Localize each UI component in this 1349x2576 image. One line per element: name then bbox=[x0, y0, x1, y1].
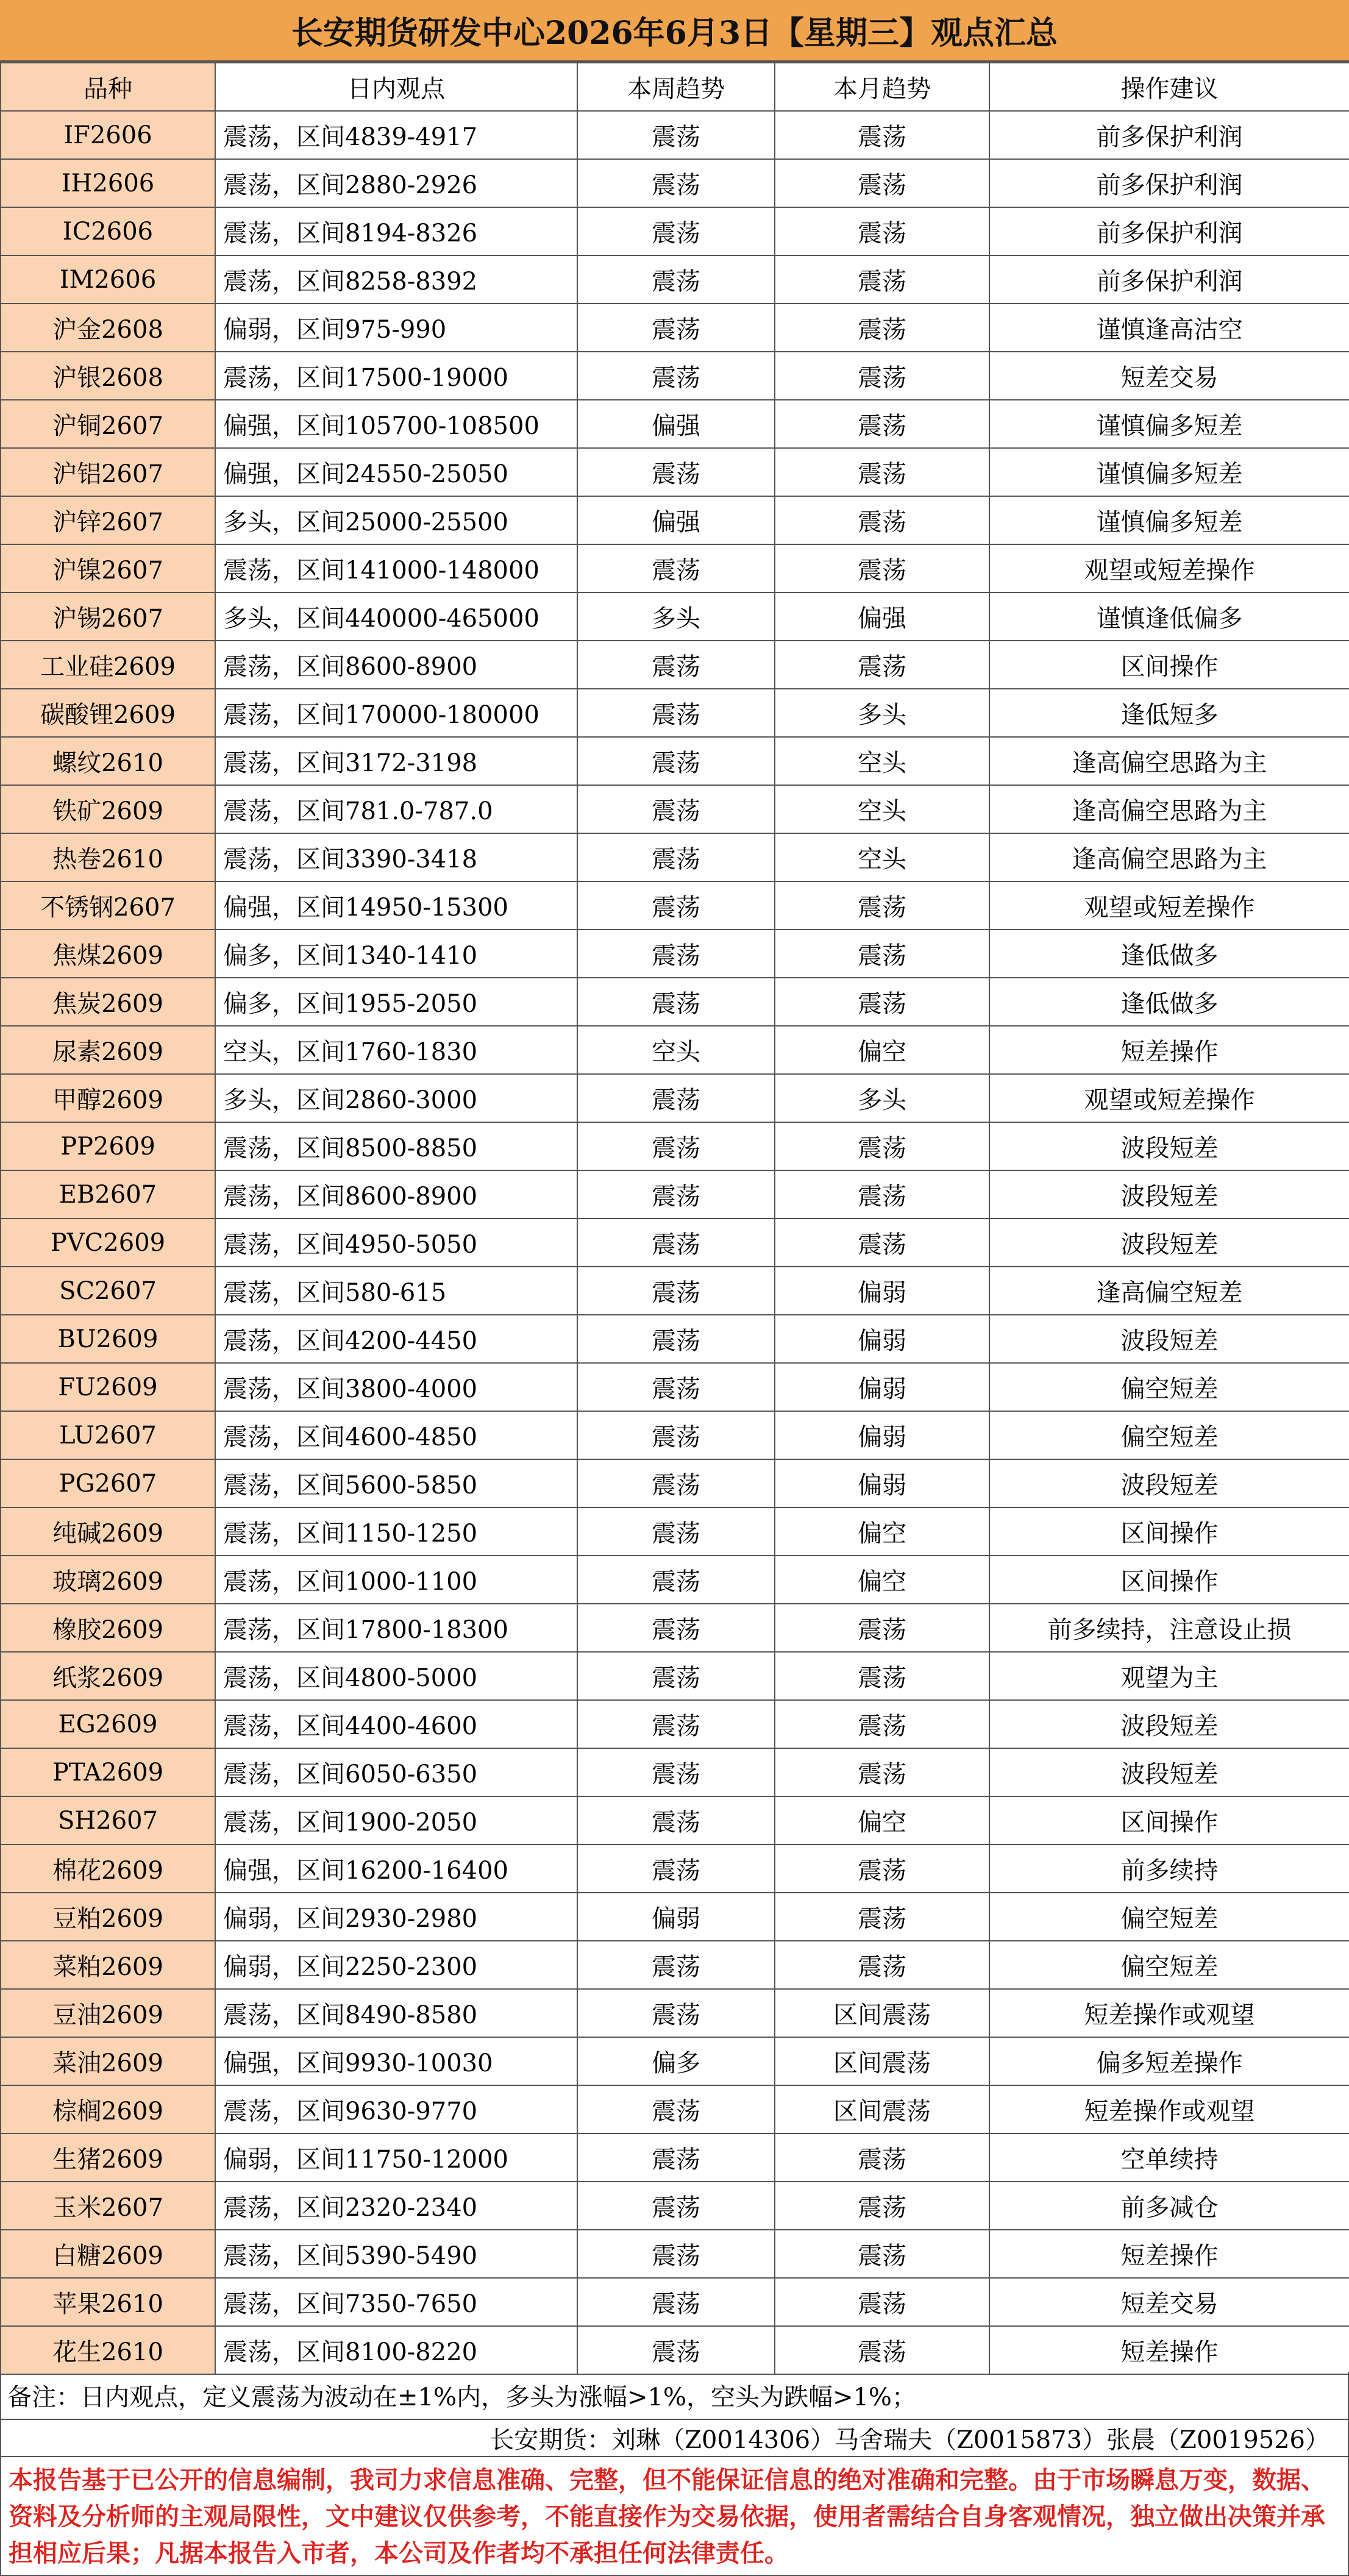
cell-weekly-trend: 多头 bbox=[577, 592, 775, 641]
cell-weekly-trend: 震荡 bbox=[577, 1556, 775, 1604]
table-row bbox=[1, 1507, 1349, 1556]
cell-monthly-trend: 震荡 bbox=[775, 1748, 989, 1796]
cell-weekly-trend: 震荡 bbox=[577, 2085, 775, 2133]
cell-monthly-trend: 区间震荡 bbox=[775, 2037, 989, 2085]
header-variety: 品种 bbox=[1, 63, 215, 111]
table-row bbox=[1, 930, 1349, 978]
cell-intraday-view: 震荡，区间4600-4850 bbox=[215, 1411, 577, 1459]
cell-operation-advice: 偏多短差操作 bbox=[989, 2037, 1349, 2085]
footnote: 备注：日内观点，定义震荡为波动在±1%内，多头为涨幅>1%，空头为跌幅>1%； bbox=[0, 2372, 1349, 2420]
table-row bbox=[1, 1556, 1349, 1604]
cell-monthly-trend: 空头 bbox=[775, 785, 989, 833]
cell-variety: IF2606 bbox=[1, 111, 215, 159]
cell-operation-advice: 短差交易 bbox=[989, 352, 1349, 400]
cell-variety: 苹果2610 bbox=[1, 2278, 215, 2326]
table-row bbox=[1, 2182, 1349, 2230]
cell-variety: 甲醇2609 bbox=[1, 1074, 215, 1122]
table-row bbox=[1, 592, 1349, 641]
table-row bbox=[1, 207, 1349, 255]
cell-variety: PTA2609 bbox=[1, 1748, 215, 1796]
cell-operation-advice: 观望或短差操作 bbox=[989, 1074, 1349, 1122]
cell-monthly-trend: 震荡 bbox=[775, 352, 989, 400]
cell-monthly-trend: 震荡 bbox=[775, 978, 989, 1026]
cell-weekly-trend: 震荡 bbox=[577, 1941, 775, 1989]
cell-monthly-trend: 偏强 bbox=[775, 592, 989, 641]
cell-monthly-trend: 多头 bbox=[775, 1074, 989, 1122]
cell-intraday-view: 震荡，区间8500-8850 bbox=[215, 1122, 577, 1170]
cell-monthly-trend: 震荡 bbox=[775, 1941, 989, 1989]
cell-variety: IM2606 bbox=[1, 255, 215, 304]
table-row bbox=[1, 2230, 1349, 2278]
cell-monthly-trend: 震荡 bbox=[775, 2133, 989, 2182]
cell-monthly-trend: 震荡 bbox=[775, 207, 989, 255]
table-row bbox=[1, 255, 1349, 304]
cell-intraday-view: 偏强，区间16200-16400 bbox=[215, 1845, 577, 1893]
cell-monthly-trend: 空头 bbox=[775, 737, 989, 785]
cell-intraday-view: 震荡，区间4800-5000 bbox=[215, 1652, 577, 1700]
cell-variety: 沪铝2607 bbox=[1, 448, 215, 496]
cell-weekly-trend: 震荡 bbox=[577, 1411, 775, 1459]
cell-intraday-view: 震荡，区间4400-4600 bbox=[215, 1700, 577, 1748]
cell-variety: SH2607 bbox=[1, 1796, 215, 1845]
cell-monthly-trend: 震荡 bbox=[775, 1845, 989, 1893]
cell-intraday-view: 震荡，区间2320-2340 bbox=[215, 2182, 577, 2230]
cell-weekly-trend: 震荡 bbox=[577, 1507, 775, 1556]
table-row bbox=[1, 1411, 1349, 1459]
cell-operation-advice: 谨慎偏多短差 bbox=[989, 400, 1349, 448]
table-row bbox=[1, 400, 1349, 448]
cell-variety: 铁矿2609 bbox=[1, 785, 215, 833]
cell-weekly-trend: 震荡 bbox=[577, 2278, 775, 2326]
cell-monthly-trend: 震荡 bbox=[775, 1219, 989, 1267]
cell-variety: 白糖2609 bbox=[1, 2230, 215, 2278]
cell-weekly-trend: 震荡 bbox=[577, 1267, 775, 1315]
cell-intraday-view: 震荡，区间170000-180000 bbox=[215, 689, 577, 737]
cell-monthly-trend: 震荡 bbox=[775, 111, 989, 159]
cell-monthly-trend: 震荡 bbox=[775, 400, 989, 448]
cell-variety: 不锈钢2607 bbox=[1, 881, 215, 930]
cell-intraday-view: 震荡，区间9630-9770 bbox=[215, 2085, 577, 2133]
cell-weekly-trend: 震荡 bbox=[577, 785, 775, 833]
table-row bbox=[1, 1893, 1349, 1941]
table-row bbox=[1, 1748, 1349, 1796]
views-table bbox=[0, 62, 1349, 2375]
cell-variety: 豆油2609 bbox=[1, 1989, 215, 2037]
cell-weekly-trend: 震荡 bbox=[577, 1796, 775, 1845]
cell-weekly-trend: 震荡 bbox=[577, 737, 775, 785]
cell-variety: 沪铜2607 bbox=[1, 400, 215, 448]
cell-monthly-trend: 多头 bbox=[775, 689, 989, 737]
cell-weekly-trend: 震荡 bbox=[577, 1652, 775, 1700]
cell-monthly-trend: 震荡 bbox=[775, 1604, 989, 1652]
table-row bbox=[1, 1989, 1349, 2037]
cell-monthly-trend: 区间震荡 bbox=[775, 2085, 989, 2133]
cell-weekly-trend: 震荡 bbox=[577, 207, 775, 255]
cell-monthly-trend: 震荡 bbox=[775, 1652, 989, 1700]
cell-variety: 花生2610 bbox=[1, 2326, 215, 2374]
cell-operation-advice: 波段短差 bbox=[989, 1700, 1349, 1748]
cell-weekly-trend: 震荡 bbox=[577, 2182, 775, 2230]
cell-weekly-trend: 震荡 bbox=[577, 1604, 775, 1652]
cell-intraday-view: 多头，区间440000-465000 bbox=[215, 592, 577, 641]
cell-operation-advice: 前多续持，注意设止损 bbox=[989, 1604, 1349, 1652]
cell-monthly-trend: 偏空 bbox=[775, 1796, 989, 1845]
header-operation-advice: 操作建议 bbox=[989, 63, 1349, 111]
cell-variety: 生猪2609 bbox=[1, 2133, 215, 2182]
table-row bbox=[1, 496, 1349, 544]
table-row bbox=[1, 1604, 1349, 1652]
cell-intraday-view: 震荡，区间5600-5850 bbox=[215, 1459, 577, 1507]
table-row bbox=[1, 304, 1349, 352]
cell-monthly-trend: 震荡 bbox=[775, 881, 989, 930]
cell-monthly-trend: 偏弱 bbox=[775, 1459, 989, 1507]
cell-variety: IH2606 bbox=[1, 159, 215, 207]
cell-operation-advice: 区间操作 bbox=[989, 1507, 1349, 1556]
cell-variety: 沪金2608 bbox=[1, 304, 215, 352]
cell-weekly-trend: 震荡 bbox=[577, 1170, 775, 1219]
cell-operation-advice: 短差操作或观望 bbox=[989, 2085, 1349, 2133]
header-intraday-view: 日内观点 bbox=[215, 63, 577, 111]
cell-variety: 尿素2609 bbox=[1, 1026, 215, 1074]
cell-operation-advice: 短差操作 bbox=[989, 1026, 1349, 1074]
cell-monthly-trend: 震荡 bbox=[775, 496, 989, 544]
cell-weekly-trend: 震荡 bbox=[577, 1074, 775, 1122]
table-row bbox=[1, 352, 1349, 400]
cell-intraday-view: 震荡，区间1000-1100 bbox=[215, 1556, 577, 1604]
cell-intraday-view: 偏弱，区间2930-2980 bbox=[215, 1893, 577, 1941]
cell-intraday-view: 偏强，区间105700-108500 bbox=[215, 400, 577, 448]
cell-monthly-trend: 震荡 bbox=[775, 544, 989, 592]
cell-operation-advice: 偏空短差 bbox=[989, 1411, 1349, 1459]
cell-variety: IC2606 bbox=[1, 207, 215, 255]
cell-operation-advice: 谨慎逢低偏多 bbox=[989, 592, 1349, 641]
table-row bbox=[1, 978, 1349, 1026]
cell-weekly-trend: 震荡 bbox=[577, 1122, 775, 1170]
cell-intraday-view: 震荡，区间8600-8900 bbox=[215, 641, 577, 689]
cell-operation-advice: 波段短差 bbox=[989, 1219, 1349, 1267]
cell-monthly-trend: 震荡 bbox=[775, 1122, 989, 1170]
table-row bbox=[1, 689, 1349, 737]
cell-weekly-trend: 偏强 bbox=[577, 496, 775, 544]
header-monthly-trend: 本月趋势 bbox=[775, 63, 989, 111]
table-body bbox=[1, 111, 1349, 2374]
cell-operation-advice: 逢高偏空思路为主 bbox=[989, 833, 1349, 881]
table-row bbox=[1, 641, 1349, 689]
cell-operation-advice: 前多保护利润 bbox=[989, 159, 1349, 207]
cell-variety: 热卷2610 bbox=[1, 833, 215, 881]
table-row bbox=[1, 1700, 1349, 1748]
cell-weekly-trend: 震荡 bbox=[577, 1845, 775, 1893]
cell-intraday-view: 震荡，区间17500-19000 bbox=[215, 352, 577, 400]
cell-operation-advice: 区间操作 bbox=[989, 1796, 1349, 1845]
table-row bbox=[1, 1267, 1349, 1315]
cell-intraday-view: 震荡，区间2880-2926 bbox=[215, 159, 577, 207]
cell-variety: 橡胶2609 bbox=[1, 1604, 215, 1652]
cell-operation-advice: 前多保护利润 bbox=[989, 255, 1349, 304]
cell-monthly-trend: 偏空 bbox=[775, 1507, 989, 1556]
cell-variety: 菜粕2609 bbox=[1, 1941, 215, 1989]
cell-intraday-view: 震荡，区间3172-3198 bbox=[215, 737, 577, 785]
cell-intraday-view: 偏强，区间9930-10030 bbox=[215, 2037, 577, 2085]
cell-operation-advice: 前多保护利润 bbox=[989, 111, 1349, 159]
table-row bbox=[1, 1170, 1349, 1219]
cell-intraday-view: 偏强，区间14950-15300 bbox=[215, 881, 577, 930]
cell-operation-advice: 偏空短差 bbox=[989, 1941, 1349, 1989]
cell-operation-advice: 区间操作 bbox=[989, 1556, 1349, 1604]
cell-intraday-view: 震荡，区间8600-8900 bbox=[215, 1170, 577, 1219]
cell-variety: PP2609 bbox=[1, 1122, 215, 1170]
cell-intraday-view: 震荡，区间3800-4000 bbox=[215, 1363, 577, 1411]
table-row bbox=[1, 159, 1349, 207]
cell-operation-advice: 逢低做多 bbox=[989, 978, 1349, 1026]
cell-variety: 豆粕2609 bbox=[1, 1893, 215, 1941]
cell-monthly-trend: 偏弱 bbox=[775, 1411, 989, 1459]
cell-weekly-trend: 震荡 bbox=[577, 978, 775, 1026]
disclaimer: 本报告基于已公开的信息编制，我司力求信息准确、完整，但不能保证信息的绝对准确和完整。由于市场瞬息万变，数据、资料及分析师的主观局限性，文中建议仅供参考，不能直接作为交易依据，使用者需结合自身客观情况，独立做出决策并承担相应后果；凡据本报告入市者，本公司及作者均不承担任何法律责任。 bbox=[0, 2457, 1349, 2576]
cell-variety: 碳酸锂2609 bbox=[1, 689, 215, 737]
table-row bbox=[1, 1941, 1349, 1989]
cell-operation-advice: 前多减仓 bbox=[989, 2182, 1349, 2230]
cell-operation-advice: 逢低做多 bbox=[989, 930, 1349, 978]
cell-intraday-view: 震荡，区间17800-18300 bbox=[215, 1604, 577, 1652]
cell-variety: 沪银2608 bbox=[1, 352, 215, 400]
cell-monthly-trend: 震荡 bbox=[775, 304, 989, 352]
cell-monthly-trend: 震荡 bbox=[775, 1170, 989, 1219]
cell-operation-advice: 波段短差 bbox=[989, 1748, 1349, 1796]
cell-monthly-trend: 偏空 bbox=[775, 1026, 989, 1074]
cell-operation-advice: 波段短差 bbox=[989, 1459, 1349, 1507]
cell-variety: FU2609 bbox=[1, 1363, 215, 1411]
cell-variety: PVC2609 bbox=[1, 1219, 215, 1267]
cell-operation-advice: 短差操作 bbox=[989, 2326, 1349, 2374]
cell-intraday-view: 震荡，区间4200-4450 bbox=[215, 1315, 577, 1363]
cell-variety: 螺纹2610 bbox=[1, 737, 215, 785]
cell-weekly-trend: 震荡 bbox=[577, 1363, 775, 1411]
cell-operation-advice: 逢低短多 bbox=[989, 689, 1349, 737]
cell-intraday-view: 偏多，区间1340-1410 bbox=[215, 930, 577, 978]
cell-monthly-trend: 震荡 bbox=[775, 641, 989, 689]
cell-intraday-view: 震荡，区间1900-2050 bbox=[215, 1796, 577, 1845]
table-row bbox=[1, 1363, 1349, 1411]
cell-weekly-trend: 震荡 bbox=[577, 689, 775, 737]
table-row bbox=[1, 2085, 1349, 2133]
cell-operation-advice: 短差操作 bbox=[989, 2230, 1349, 2278]
cell-weekly-trend: 震荡 bbox=[577, 1459, 775, 1507]
cell-intraday-view: 震荡，区间5390-5490 bbox=[215, 2230, 577, 2278]
table-row bbox=[1, 111, 1349, 159]
authors-line: 长安期货：刘琳（Z0014306）马舍瑞夫（Z0015873）张晨（Z0019526） bbox=[0, 2420, 1349, 2457]
cell-variety: LU2607 bbox=[1, 1411, 215, 1459]
cell-weekly-trend: 空头 bbox=[577, 1026, 775, 1074]
cell-intraday-view: 偏弱，区间975-990 bbox=[215, 304, 577, 352]
cell-monthly-trend: 震荡 bbox=[775, 255, 989, 304]
cell-variety: 焦炭2609 bbox=[1, 978, 215, 1026]
cell-variety: EG2609 bbox=[1, 1700, 215, 1748]
cell-intraday-view: 震荡，区间8100-8220 bbox=[215, 2326, 577, 2374]
cell-operation-advice: 短差操作或观望 bbox=[989, 1989, 1349, 2037]
table-row bbox=[1, 2278, 1349, 2326]
cell-variety: 玉米2607 bbox=[1, 2182, 215, 2230]
cell-weekly-trend: 震荡 bbox=[577, 881, 775, 930]
cell-variety: 玻璃2609 bbox=[1, 1556, 215, 1604]
cell-monthly-trend: 震荡 bbox=[775, 1700, 989, 1748]
table-row bbox=[1, 1796, 1349, 1845]
table-row bbox=[1, 1652, 1349, 1700]
cell-monthly-trend: 震荡 bbox=[775, 159, 989, 207]
cell-operation-advice: 谨慎偏多短差 bbox=[989, 496, 1349, 544]
cell-monthly-trend: 偏空 bbox=[775, 1556, 989, 1604]
cell-variety: 沪锌2607 bbox=[1, 496, 215, 544]
cell-intraday-view: 震荡，区间3390-3418 bbox=[215, 833, 577, 881]
cell-operation-advice: 前多续持 bbox=[989, 1845, 1349, 1893]
table-header-row bbox=[1, 63, 1349, 111]
table-row bbox=[1, 1315, 1349, 1363]
cell-operation-advice: 波段短差 bbox=[989, 1122, 1349, 1170]
table-row bbox=[1, 785, 1349, 833]
cell-operation-advice: 偏空短差 bbox=[989, 1363, 1349, 1411]
cell-weekly-trend: 震荡 bbox=[577, 111, 775, 159]
cell-intraday-view: 多头，区间25000-25500 bbox=[215, 496, 577, 544]
cell-operation-advice: 谨慎逢高沽空 bbox=[989, 304, 1349, 352]
table-row bbox=[1, 881, 1349, 930]
cell-weekly-trend: 偏多 bbox=[577, 2037, 775, 2085]
cell-intraday-view: 偏弱，区间2250-2300 bbox=[215, 1941, 577, 1989]
cell-operation-advice: 观望或短差操作 bbox=[989, 881, 1349, 930]
cell-variety: 棕榈2609 bbox=[1, 2085, 215, 2133]
table-row bbox=[1, 1074, 1349, 1122]
cell-monthly-trend: 震荡 bbox=[775, 2182, 989, 2230]
cell-operation-advice: 谨慎偏多短差 bbox=[989, 448, 1349, 496]
cell-intraday-view: 偏强，区间24550-25050 bbox=[215, 448, 577, 496]
cell-operation-advice: 波段短差 bbox=[989, 1170, 1349, 1219]
cell-weekly-trend: 震荡 bbox=[577, 448, 775, 496]
cell-monthly-trend: 偏弱 bbox=[775, 1315, 989, 1363]
cell-monthly-trend: 震荡 bbox=[775, 930, 989, 978]
header-weekly-trend: 本周趋势 bbox=[577, 63, 775, 111]
cell-variety: 棉花2609 bbox=[1, 1845, 215, 1893]
cell-intraday-view: 震荡，区间781.0-787.0 bbox=[215, 785, 577, 833]
cell-weekly-trend: 震荡 bbox=[577, 159, 775, 207]
cell-variety: SC2607 bbox=[1, 1267, 215, 1315]
cell-monthly-trend: 震荡 bbox=[775, 1893, 989, 1941]
cell-intraday-view: 震荡，区间7350-7650 bbox=[215, 2278, 577, 2326]
table-row bbox=[1, 1459, 1349, 1507]
cell-weekly-trend: 偏弱 bbox=[577, 1893, 775, 1941]
cell-variety: PG2607 bbox=[1, 1459, 215, 1507]
cell-weekly-trend: 震荡 bbox=[577, 1219, 775, 1267]
cell-intraday-view: 震荡，区间580-615 bbox=[215, 1267, 577, 1315]
cell-intraday-view: 震荡，区间8258-8392 bbox=[215, 255, 577, 304]
cell-intraday-view: 震荡，区间1150-1250 bbox=[215, 1507, 577, 1556]
cell-operation-advice: 观望为主 bbox=[989, 1652, 1349, 1700]
cell-variety: EB2607 bbox=[1, 1170, 215, 1219]
table-row bbox=[1, 1122, 1349, 1170]
report-title: 长安期货研发中心2026年6月3日【星期三】观点汇总 bbox=[0, 0, 1349, 62]
cell-weekly-trend: 震荡 bbox=[577, 1700, 775, 1748]
table-row bbox=[1, 544, 1349, 592]
cell-weekly-trend: 震荡 bbox=[577, 352, 775, 400]
table-row bbox=[1, 737, 1349, 785]
cell-variety: 纸浆2609 bbox=[1, 1652, 215, 1700]
cell-weekly-trend: 偏强 bbox=[577, 400, 775, 448]
cell-intraday-view: 震荡，区间6050-6350 bbox=[215, 1748, 577, 1796]
cell-operation-advice: 波段短差 bbox=[989, 1315, 1349, 1363]
cell-monthly-trend: 震荡 bbox=[775, 448, 989, 496]
cell-operation-advice: 空单续持 bbox=[989, 2133, 1349, 2182]
cell-weekly-trend: 震荡 bbox=[577, 2133, 775, 2182]
table-row bbox=[1, 448, 1349, 496]
cell-variety: BU2609 bbox=[1, 1315, 215, 1363]
cell-operation-advice: 逢高偏空思路为主 bbox=[989, 737, 1349, 785]
cell-monthly-trend: 区间震荡 bbox=[775, 1989, 989, 2037]
table-row bbox=[1, 1845, 1349, 1893]
table-row bbox=[1, 2133, 1349, 2182]
table-row bbox=[1, 2037, 1349, 2085]
cell-variety: 工业硅2609 bbox=[1, 641, 215, 689]
cell-weekly-trend: 震荡 bbox=[577, 1748, 775, 1796]
cell-operation-advice: 偏空短差 bbox=[989, 1893, 1349, 1941]
cell-weekly-trend: 震荡 bbox=[577, 544, 775, 592]
cell-monthly-trend: 震荡 bbox=[775, 2326, 989, 2374]
cell-intraday-view: 震荡，区间8194-8326 bbox=[215, 207, 577, 255]
cell-operation-advice: 逢高偏空短差 bbox=[989, 1267, 1349, 1315]
cell-monthly-trend: 空头 bbox=[775, 833, 989, 881]
cell-weekly-trend: 震荡 bbox=[577, 641, 775, 689]
cell-intraday-view: 偏弱，区间11750-12000 bbox=[215, 2133, 577, 2182]
cell-monthly-trend: 震荡 bbox=[775, 2278, 989, 2326]
cell-monthly-trend: 震荡 bbox=[775, 2230, 989, 2278]
cell-operation-advice: 短差交易 bbox=[989, 2278, 1349, 2326]
cell-weekly-trend: 震荡 bbox=[577, 1989, 775, 2037]
cell-operation-advice: 观望或短差操作 bbox=[989, 544, 1349, 592]
table-row bbox=[1, 1219, 1349, 1267]
cell-intraday-view: 偏多，区间1955-2050 bbox=[215, 978, 577, 1026]
cell-variety: 纯碱2609 bbox=[1, 1507, 215, 1556]
cell-monthly-trend: 偏弱 bbox=[775, 1363, 989, 1411]
cell-weekly-trend: 震荡 bbox=[577, 255, 775, 304]
cell-intraday-view: 震荡，区间4950-5050 bbox=[215, 1219, 577, 1267]
table-row bbox=[1, 2326, 1349, 2374]
cell-operation-advice: 逢高偏空思路为主 bbox=[989, 785, 1349, 833]
table-row bbox=[1, 833, 1349, 881]
cell-variety: 沪镍2607 bbox=[1, 544, 215, 592]
cell-intraday-view: 空头，区间1760-1830 bbox=[215, 1026, 577, 1074]
cell-weekly-trend: 震荡 bbox=[577, 2230, 775, 2278]
cell-variety: 焦煤2609 bbox=[1, 930, 215, 978]
cell-weekly-trend: 震荡 bbox=[577, 930, 775, 978]
cell-operation-advice: 区间操作 bbox=[989, 641, 1349, 689]
table-row bbox=[1, 1026, 1349, 1074]
cell-intraday-view: 震荡，区间8490-8580 bbox=[215, 1989, 577, 2037]
cell-weekly-trend: 震荡 bbox=[577, 833, 775, 881]
cell-variety: 菜油2609 bbox=[1, 2037, 215, 2085]
cell-intraday-view: 多头，区间2860-3000 bbox=[215, 1074, 577, 1122]
cell-weekly-trend: 震荡 bbox=[577, 2326, 775, 2374]
cell-intraday-view: 震荡，区间4839-4917 bbox=[215, 111, 577, 159]
cell-intraday-view: 震荡，区间141000-148000 bbox=[215, 544, 577, 592]
cell-weekly-trend: 震荡 bbox=[577, 304, 775, 352]
cell-weekly-trend: 震荡 bbox=[577, 1315, 775, 1363]
cell-monthly-trend: 偏弱 bbox=[775, 1267, 989, 1315]
cell-operation-advice: 前多保护利润 bbox=[989, 207, 1349, 255]
cell-variety: 沪锡2607 bbox=[1, 592, 215, 641]
